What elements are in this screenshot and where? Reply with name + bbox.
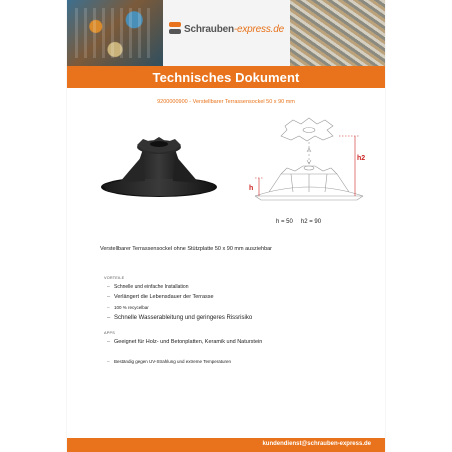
list-item: – Verlängert die Lebensdauer der Terrasse bbox=[114, 295, 252, 301]
title-band bbox=[67, 66, 385, 88]
document-page bbox=[67, 0, 385, 452]
logo-area bbox=[163, 0, 290, 66]
footer-email[interactable]: kundendienst@schrauben-express.de bbox=[262, 441, 371, 447]
list-item: – Schnelle und einfache Installation bbox=[114, 285, 252, 290]
pedestal-photo bbox=[99, 125, 219, 205]
list-item: – Beständig gegen UV-Strahlung und extreme Temperaturen bbox=[114, 360, 262, 365]
dim-h2: h2 = 90 bbox=[300, 219, 322, 225]
list-item: – Geeignet für Holz- und Betonplatten, Keramik und Naturstein bbox=[114, 340, 262, 346]
logo-main-text: Schrauben bbox=[184, 23, 234, 35]
list-item: – 100 % recycelbar bbox=[114, 306, 252, 311]
apps-label: APPS bbox=[104, 331, 115, 335]
dim-h: h = 50 bbox=[276, 219, 293, 225]
screws-photo bbox=[290, 0, 385, 66]
apps-list bbox=[114, 340, 262, 364]
list-item: – Schnelle Wasserableitung und geringeres Rissrisiko bbox=[114, 315, 252, 321]
logo-accent-text: -express.de bbox=[233, 23, 284, 35]
brand-logo bbox=[169, 22, 284, 36]
product-description: Verstellbarer Terrassensockel ohne Stützplatte 50 x 90 mm ausziehbar bbox=[100, 246, 273, 252]
technical-drawing bbox=[235, 108, 375, 218]
h-label: h bbox=[249, 185, 254, 192]
logo-mark-icon bbox=[169, 22, 181, 36]
vorteile-list bbox=[114, 285, 252, 321]
document-title: Technisches Dokument bbox=[152, 69, 300, 85]
header-banner bbox=[67, 0, 385, 66]
tools-photo bbox=[67, 0, 163, 66]
vorteile-label: VORTEILE bbox=[104, 276, 125, 280]
footer-band bbox=[67, 438, 385, 452]
product-code-line: 9200000900 - Verstellbarer Terrassensockel 50 x 90 mm bbox=[157, 99, 295, 105]
h2-label: h2 bbox=[357, 155, 366, 162]
dimensions-line bbox=[276, 219, 329, 225]
